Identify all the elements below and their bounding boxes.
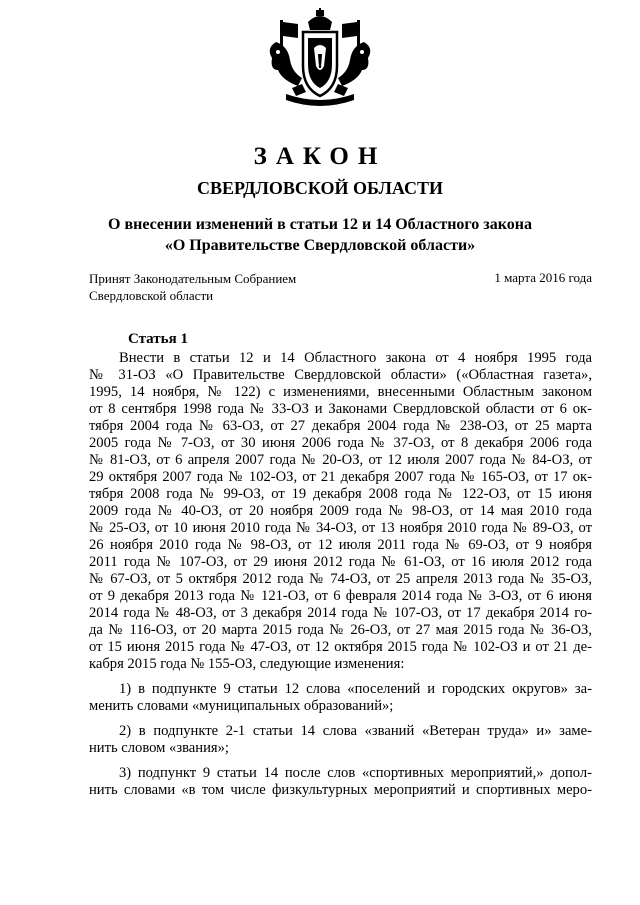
list-item-3-cont: нить словами «в том числе физкультурных мероприятий и спортивных меро- [89, 782, 592, 798]
body-line: тября 2008 года № 99-ОЗ, от 19 декабря 2008 года № 122-ОЗ, от 15 июня [89, 486, 592, 502]
body-line: 29 октября 2007 года № 102-ОЗ, от 21 декабря 2007 года № 165-ОЗ, от 17 ок- [89, 469, 592, 485]
adoption-date: 1 марта 2016 года [494, 270, 592, 285]
list-item-1: 1) в подпункте 9 статьи 12 слова «поселений и городских округов» за- [119, 681, 592, 697]
body-line: от 15 июня 2015 года № 47-ОЗ, от 12 октября 2015 года № 102-ОЗ и от 21 де- [89, 639, 592, 655]
body-line: 2014 года № 48-ОЗ, от 3 декабря 2014 года № 107-ОЗ, от 17 декабря 2014 го- [89, 605, 592, 621]
region-title: СВЕРДЛОВСКОЙ ОБЛАСТИ [197, 178, 443, 198]
list-item-3: 3) подпункт 9 статьи 14 после слов «спортивных мероприятий,» допол- [119, 765, 592, 781]
subtitle-line: О внесении изменений в статьи 12 и 14 Областного закона [108, 216, 532, 233]
list-item-1-cont: менить словами «муниципальных образований»; [89, 698, 394, 714]
coat-of-arms-emblem [258, 8, 382, 112]
body-line: 2005 года № 7-ОЗ, от 30 июня 2006 года № 37-ОЗ, от 8 декабря 2006 года [89, 435, 592, 451]
body-line: от 9 декабря 2013 года № 121-ОЗ, от 6 февраля 2014 года № 3-ОЗ, от 6 июня [89, 588, 592, 604]
body-line: от 8 сентября 1998 года № 33-ОЗ и Законами Свердловской области от 6 ок- [89, 401, 592, 417]
adoption-body [89, 270, 296, 304]
body-line: 26 ноября 2010 года № 98-ОЗ, от 12 июля 2011 года № 69-ОЗ, от 9 ноября [89, 537, 592, 553]
list-item-2: 2) в подпункте 2-1 статьи 14 слова «званий «Ветеран труда» и» заме- [119, 723, 592, 739]
subtitle-line: «О Правительстве Свердловской области» [164, 237, 476, 254]
body-line: Внести в статьи 12 и 14 Областного закона от 4 ноября 1995 года [119, 350, 592, 366]
adoption-line: Свердловской области [89, 288, 214, 303]
body-line: кабря 2015 года № 155-ОЗ, следующие изменения: [89, 656, 405, 672]
body-line: № 31-ОЗ «О Правительстве Свердловской области» («Областная газета», [89, 367, 592, 383]
list-item-2-cont: нить словом «звания»; [89, 740, 229, 756]
adoption-line: Принят Законодательным Собранием [89, 271, 297, 286]
article-body [89, 350, 592, 799]
body-line: тября 2004 года № 63-ОЗ, от 27 декабря 2004 года № 238-ОЗ, от 25 марта [89, 418, 592, 434]
document-type-title: ЗАКОН [253, 143, 387, 170]
body-line: да № 116-ОЗ, от 20 марта 2015 года № 26-ОЗ, от 27 мая 2015 года № 36-ОЗ, [89, 622, 592, 638]
body-line: № 25-ОЗ, от 10 июня 2010 года № 34-ОЗ, от 13 ноября 2010 года № 89-ОЗ, от [89, 520, 592, 536]
article-heading: Статья 1 [128, 331, 188, 347]
body-line: № 67-ОЗ, от 5 октября 2012 года № 74-ОЗ, от 25 апреля 2013 года № 35-ОЗ, [89, 571, 592, 587]
body-line: 2011 года № 107-ОЗ, от 29 июня 2012 года № 61-ОЗ, от 16 июля 2012 года [89, 554, 592, 570]
body-line: 2009 года № 40-ОЗ, от 20 ноября 2009 года № 98-ОЗ, от 14 мая 2010 года [89, 503, 592, 519]
body-line: № 81-ОЗ, от 6 апреля 2007 года № 20-ОЗ, от 12 июля 2007 года № 84-ОЗ, от [89, 452, 592, 468]
body-line: 1995, 14 ноября, № 122) с изменениями, внесенными Областным законом [89, 384, 592, 400]
law-subtitle [0, 214, 640, 256]
